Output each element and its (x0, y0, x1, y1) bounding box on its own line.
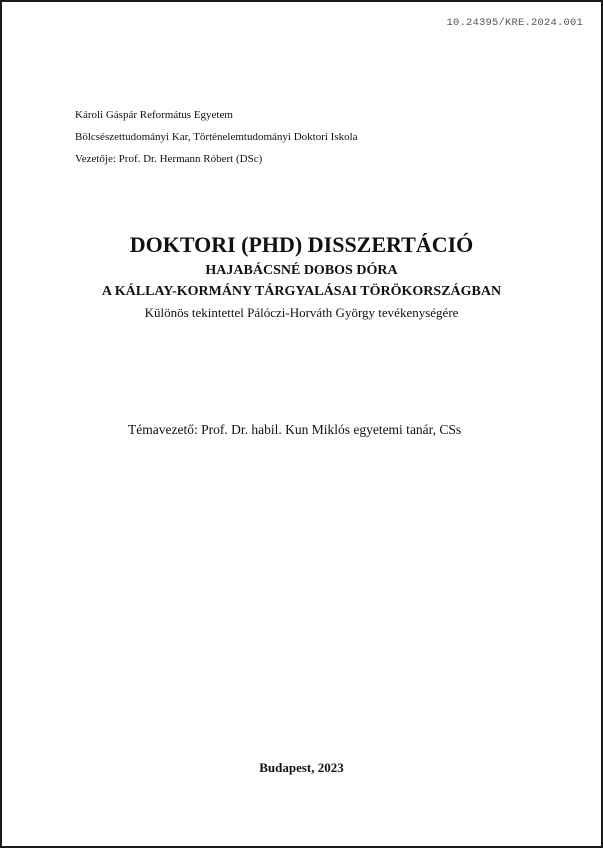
supervisor-line: Témavezető: Prof. Dr. habil. Kun Miklós egyetemi tanár, CSs (128, 422, 462, 437)
school-head: Vezetője: Prof. Dr. Hermann Róbert (DSc) (75, 153, 263, 165)
university-name: Károli Gáspár Református Egyetem (75, 109, 233, 121)
thesis-title: A KÁLLAY-KORMÁNY TÁRGYALÁSAI TÖRÖKORSZÁGBAN (101, 284, 502, 299)
doi-identifier: 10.24395/KRE.2024.001 (446, 17, 583, 29)
faculty-name: Bölcsészettudományi Kar, Történelemtudományi Doktori Iskola (75, 131, 358, 143)
document-type-title: DOKTORI (PHD) DISSZERTÁCIÓ (129, 232, 474, 257)
thesis-subtitle: Különös tekintettel Pálóczi-Horváth György tevékenységére (144, 305, 459, 320)
institution-block (75, 104, 358, 170)
title-block (2, 231, 601, 324)
author-name: HAJABÁCSNÉ DOBOS DÓRA (205, 263, 398, 278)
place-and-date: Budapest, 2023 (259, 760, 344, 775)
